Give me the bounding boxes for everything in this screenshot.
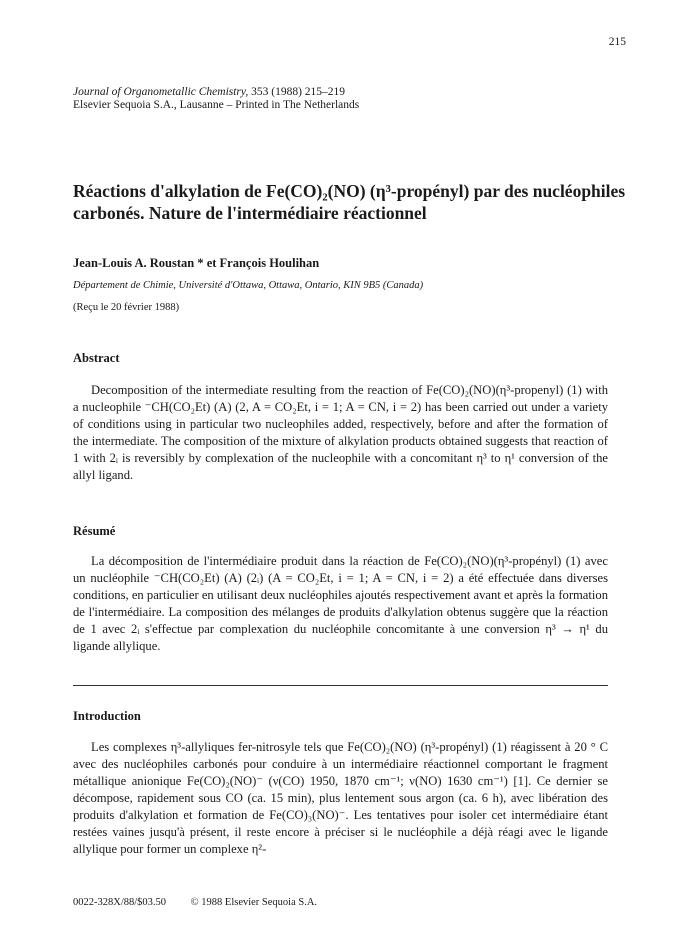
journal-citation-line bbox=[73, 86, 359, 99]
section-divider bbox=[73, 685, 608, 686]
publisher-line: Elsevier Sequoia S.A., Lausanne – Printed in The Netherlands bbox=[73, 99, 360, 111]
issn-price-code: 0022-328X/88/$03.50 bbox=[73, 897, 167, 908]
journal-info bbox=[73, 86, 359, 112]
abstract-heading: Abstract bbox=[73, 351, 120, 365]
copyright-notice: © 1988 Elsevier Sequoia S.A. bbox=[190, 897, 318, 908]
journal-name: Journal of Organometallic Chemistry, bbox=[73, 86, 249, 98]
abstract-text: Decomposition of the intermediate resulting from the reaction of Fe(CO)₂(NO)(η³-propenyl) (1) with a nucleophile ⁻CH(CO₂Et) (A) (2, A = CO₂Et, i = 1; A = CN, i = 2) has been carried out under a variety of conditions using in particular two nucleophiles added, respectively, before and after the formation of the intermediate. The composition of the mixture of alkylation products obtained suggests that reaction of 1 with 2ᵢ is reversibly by complexation of the nucleophile with a concomitant η³ to η¹ conversion of the allyl ligand. bbox=[73, 383, 608, 482]
received-date: (Reçu le 20 février 1988) bbox=[73, 302, 180, 313]
page-number: 215 bbox=[608, 36, 626, 48]
introduction-text: Les complexes η³-allyliques fer-nitrosyle tels que Fe(CO)₂(NO) (η³-propényl) (1) réagissent à 20 ° C avec des nucléophiles carbonés pour conduire à un intermédiaire réactionnel comportant le fragment métallique anionique Fe(CO)₂(NO)⁻ (ν(CO) 1950, 1870 cm⁻¹; ν(NO) 1630 cm⁻¹) [1]. Ce dernier se décompose, rapidement sous CO (ca. 15 min), plus lentement sous argon (ca. 6 h), avec libération des produits d'alkylation et formation de Fe(CO)₃(NO)⁻. Les tentatives pour isoler cet intermédiaire étant restées vaines jusqu'à présent, il reste encore à préciser si le nucléophile a déjà réagi avec le ligande allylique pour former un complexe η²- bbox=[73, 740, 608, 856]
resume-text: La décomposition de l'intermédiaire produit dans la réaction de Fe(CO)₂(NO)(η³-propényl) (1) avec un nucléophile ⁻CH(CO₂Et) (A) (2ᵢ) (A = CO₂Et, i = 1; A = CN, i = 2) a été effectuée dans diverses conditions, en particulier en utilisant deux nucléophiles ajoutés respectivement avant et après la formation de l'intermédiaire. La composition des mélanges de produits d'alkylation obtenus suggère que la réaction de 1 avec 2ᵢ s'effectue par complexation du nucléophile concomitante à une conversion η³ → η¹ du ligande allylique. bbox=[73, 554, 608, 653]
affiliation: Département de Chimie, Université d'Ottawa, Ottawa, Ontario, KIN 9B5 (Canada) bbox=[73, 280, 424, 291]
authors: Jean-Louis A. Roustan * et François Houlihan bbox=[73, 256, 320, 270]
article-title: Réactions d'alkylation de Fe(CO)₂(NO) (η³-propényl) par des nucléophiles carbonés. Nature de l'intermédiaire réactionnel bbox=[73, 181, 626, 223]
journal-citation: 353 (1988) 215–219 bbox=[248, 86, 346, 98]
footer bbox=[73, 897, 339, 908]
resume-heading: Résumé bbox=[73, 524, 116, 538]
introduction-heading: Introduction bbox=[73, 709, 141, 723]
